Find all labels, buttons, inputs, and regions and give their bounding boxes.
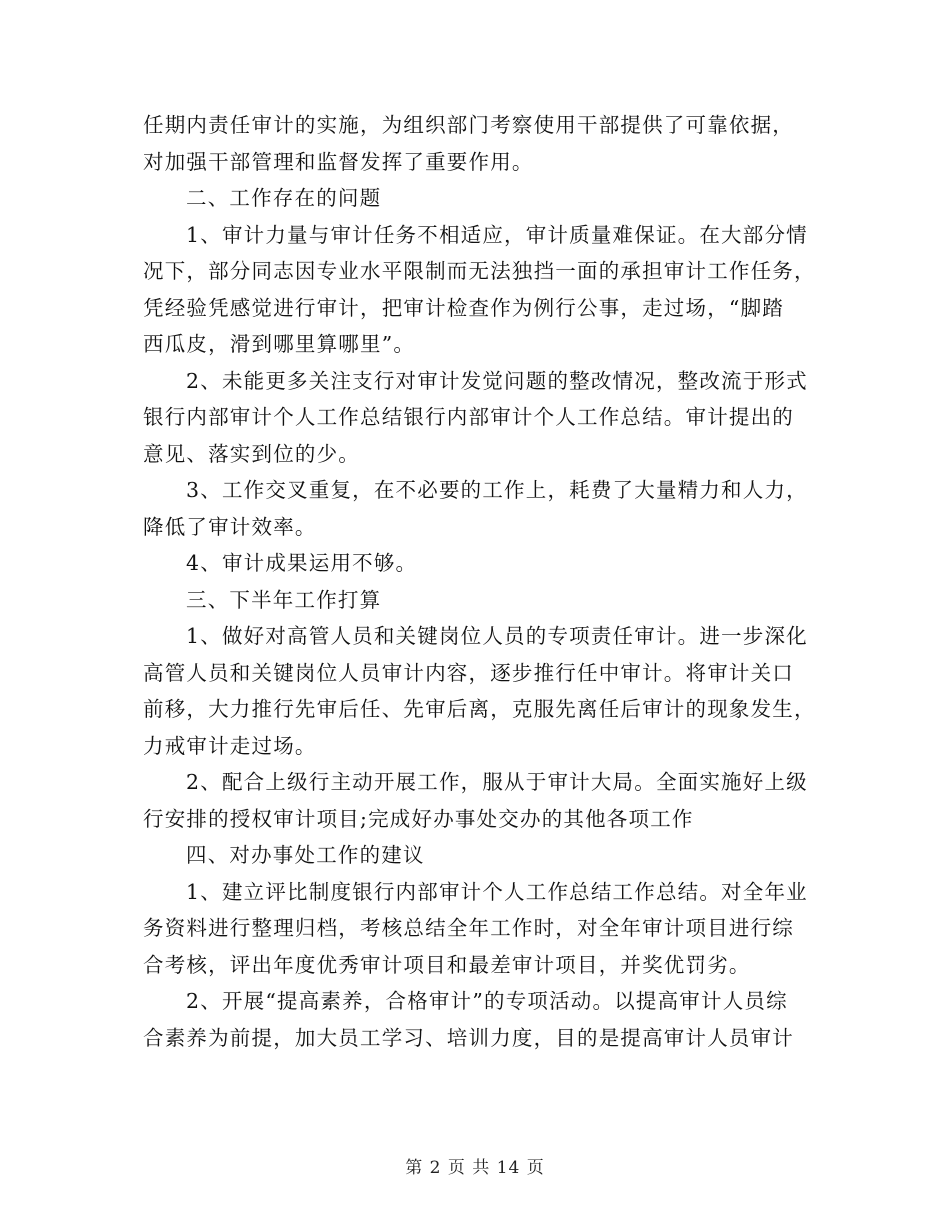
text-line: 意见、落实到位的少。: [143, 441, 360, 466]
text-line: 凭经验凭感觉进行审计，把审计检查作为例行公事，走过场，“脚踏: [143, 295, 784, 320]
text-line: 3、工作交叉重复，在不必要的工作上，耗费了大量精力和人力，: [186, 478, 808, 502]
text-line: 前移，大力推行先审后任、先审后离，克服先离任后审计的现象发生，: [143, 697, 816, 721]
text-line: 2、未能更多关注支行对审计发觉问题的整改情况，整改流于形式: [186, 368, 808, 393]
text-line: 4、审计成果运用不够。: [186, 551, 418, 575]
text-line: 1、建立评比制度银行内部审计个人工作总结工作总结。对全年业: [186, 879, 808, 904]
text-line: 三、下半年工作打算: [186, 587, 382, 612]
text-line: 2、开展“提高素养，合格审计”的专项活动。以提高审计人员综: [186, 989, 788, 1013]
text-line: 合考核，评出年度优秀审计项目和最差审计项目，并奖优罚劣。: [143, 952, 751, 977]
text-line: 西瓜皮，滑到哪里算哪里”。: [143, 332, 416, 356]
text-line: 2、配合上级行主动开展工作，服从于审计大局。全面实施好上级: [186, 770, 808, 794]
text-line: 行安排的授权审计项目;完成好办事处交办的其他各项工作: [143, 806, 694, 831]
text-line: 况下，部分同志因专业水平限制而无法独挡一面的承担审计工作任务，: [143, 259, 816, 283]
text-line: 力戒审计走过场。: [143, 733, 317, 758]
text-line: 四、对办事处工作的建议: [186, 843, 425, 867]
text-line: 二、工作存在的问题: [186, 186, 382, 210]
body-text: [143, 107, 816, 1056]
text-line: 1、做好对高管人员和关键岗位人员的专项责任审计。进一步深化: [186, 624, 808, 648]
text-line: 1、审计力量与审计任务不相适应，审计质量难保证。在大部分情: [186, 222, 808, 247]
text-line: 降低了审计效率。: [143, 514, 317, 539]
text-line: 银行内部审计个人工作总结银行内部审计个人工作总结。审计提出的: [143, 405, 794, 429]
text-line: 务资料进行整理归档，考核总结全年工作时，对全年审计项目进行综: [143, 916, 794, 940]
text-line: 对加强干部管理和监督发挥了重要作用。: [143, 149, 534, 174]
text-line: 合素养为前提，加大员工学习、培训力度，目的是提高审计人员审计: [143, 1025, 794, 1050]
text-line: 高管人员和关键岗位人员审计内容，逐步推行任中审计。将审计关口: [143, 660, 794, 685]
page-footer: 第 2 页 共 14 页: [405, 1158, 545, 1178]
text-line: 任期内责任审计的实施，为组织部门考察使用干部提供了可靠依据，: [143, 113, 794, 137]
